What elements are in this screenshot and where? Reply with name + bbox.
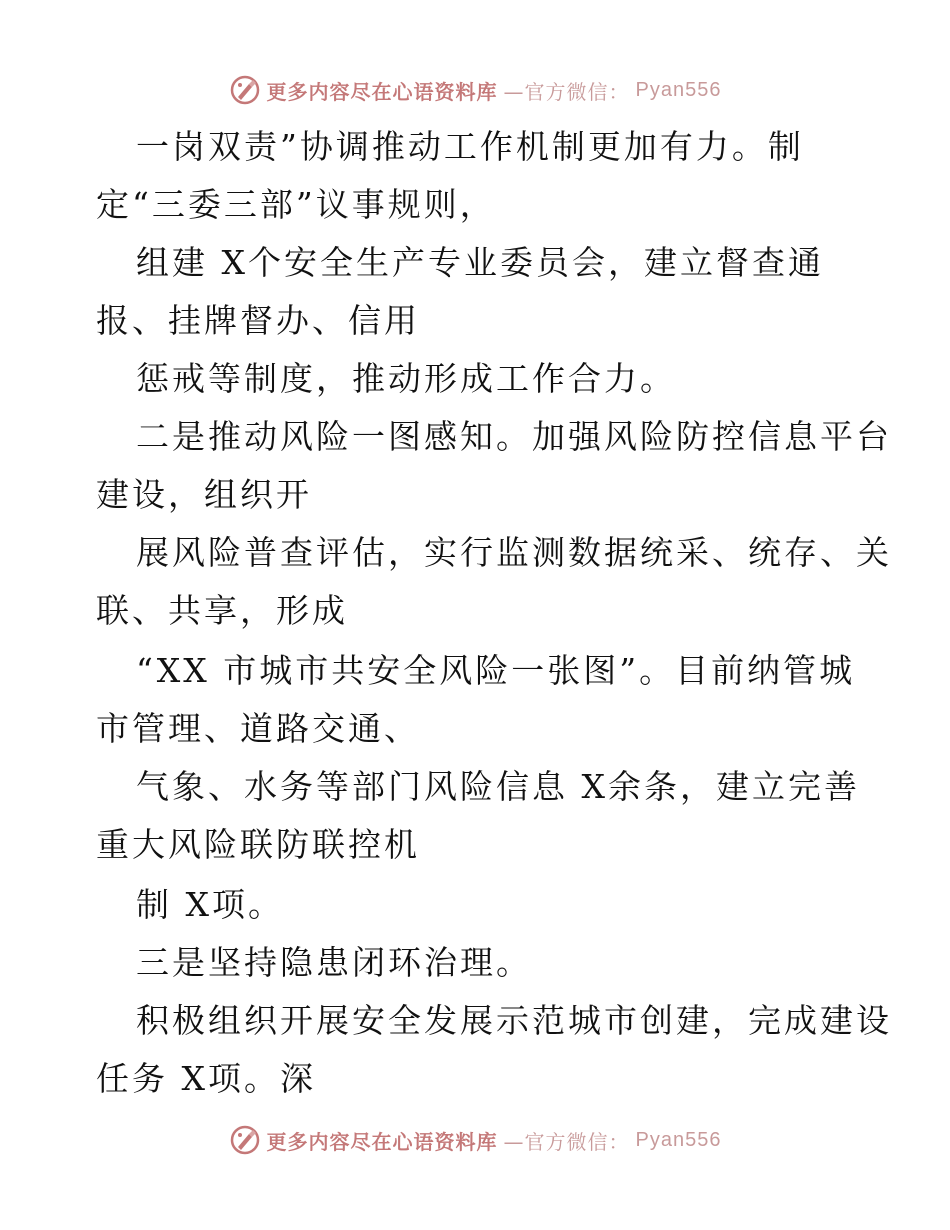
watermark bbox=[229, 74, 722, 106]
text-line: 制 X项。 bbox=[136, 885, 284, 924]
text-line: 气象、水务等部门风险信息 X余条，建立完善 bbox=[136, 767, 860, 806]
text-line: 报、挂牌督办、信用 bbox=[96, 301, 420, 340]
text-line: 市管理、道路交通、 bbox=[96, 709, 420, 748]
watermark-wechat-id: Pyan556 bbox=[635, 1128, 722, 1151]
text-line: 二是推动风险一图感知。加强风险防控信息平台 bbox=[136, 417, 892, 456]
text-line: 建设，组织开 bbox=[96, 475, 312, 514]
watermark bbox=[229, 1124, 722, 1156]
text-line: 任务 X项。深 bbox=[96, 1059, 316, 1098]
text-line: 积极组织开展安全发展示范城市创建，完成建设 bbox=[136, 1001, 892, 1040]
text-line: 三是坚持隐患闭环治理。 bbox=[136, 943, 532, 982]
watermark-wechat-label: —官方微信： bbox=[503, 79, 630, 104]
watermark-brand: 更多内容尽在心语资料库 bbox=[266, 79, 498, 104]
text-line: 一岗双责”协调推动工作机制更加有力。制 bbox=[136, 127, 804, 166]
text-line: “XX 市城市共安全风险一张图”。目前纳管城 bbox=[136, 651, 856, 690]
watermark-wechat-id: Pyan556 bbox=[635, 78, 722, 101]
page-footer-watermark bbox=[0, 1122, 950, 1158]
watermark-brand: 更多内容尽在心语资料库 bbox=[266, 1129, 498, 1154]
text-line: 定“三委三部”议事规则， bbox=[96, 185, 496, 224]
pen-logo-icon bbox=[229, 74, 261, 106]
text-line: 组建 X个安全生产专业委员会，建立督查通 bbox=[136, 243, 824, 282]
watermark-wechat-label: —官方微信： bbox=[503, 1129, 630, 1154]
text-line: 惩戒等制度，推动形成工作合力。 bbox=[136, 359, 676, 398]
page-header-watermark bbox=[0, 72, 950, 108]
text-line: 联、共享，形成 bbox=[96, 591, 348, 630]
text-line: 展风险普查评估，实行监测数据统采、统存、关 bbox=[136, 533, 892, 572]
pen-logo-icon bbox=[229, 1124, 261, 1156]
text-line: 重大风险联防联控机 bbox=[96, 825, 420, 864]
